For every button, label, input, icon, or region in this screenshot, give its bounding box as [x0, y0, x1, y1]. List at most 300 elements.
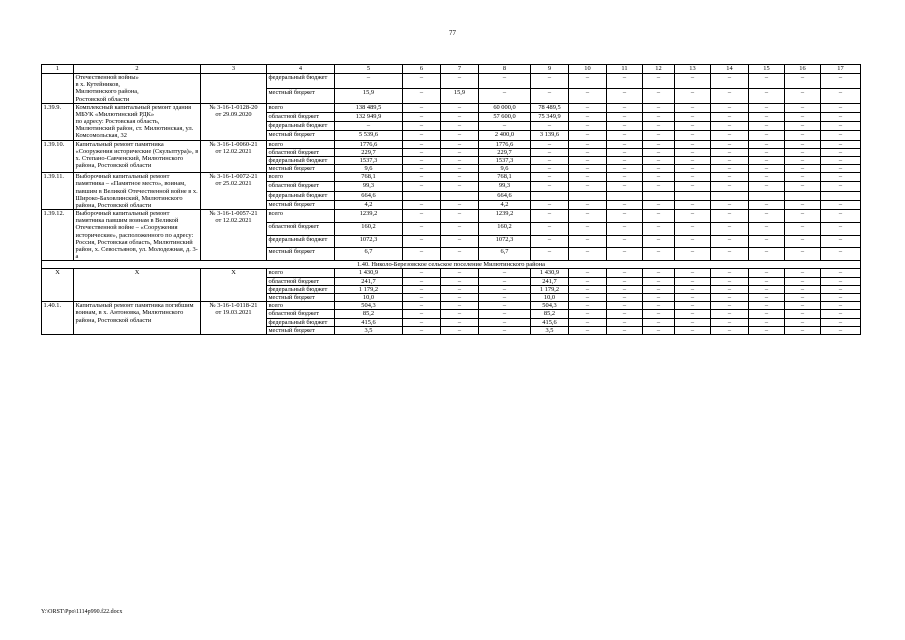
amount-cell: – [749, 103, 785, 112]
amount-cell: – [607, 148, 643, 156]
amount-cell: – [785, 182, 821, 191]
amount-cell: – [711, 310, 749, 318]
amount-cell: – [403, 88, 441, 103]
amount-cell: – [821, 156, 861, 164]
column-header: 3 [201, 65, 267, 74]
amount-cell: – [569, 74, 607, 89]
amount-cell: 99,3 [335, 182, 403, 191]
amount-cell: – [675, 222, 711, 235]
amount-cell: – [675, 74, 711, 89]
amount-cell: – [643, 235, 675, 248]
amount-cell: 1537,3 [335, 156, 403, 164]
amount-cell: – [711, 248, 749, 261]
amount-cell: – [821, 200, 861, 209]
amount-cell: – [569, 165, 607, 173]
amount-cell: 3,5 [335, 326, 403, 334]
amount-cell: – [569, 200, 607, 209]
amount-cell: – [711, 140, 749, 148]
amount-cell: – [675, 200, 711, 209]
amount-cell: – [403, 140, 441, 148]
amount-cell: 9,6 [335, 165, 403, 173]
amount-cell: 2 400,0 [479, 131, 531, 140]
table-row [42, 302, 861, 310]
amount-cell: 1072,3 [479, 235, 531, 248]
amount-cell: – [749, 156, 785, 164]
amount-cell: – [785, 222, 821, 235]
amount-cell: – [403, 210, 441, 223]
amount-cell: – [569, 302, 607, 310]
funding-source: местный бюджет [267, 131, 335, 140]
amount-cell: – [821, 148, 861, 156]
amount-cell: – [531, 122, 569, 131]
amount-cell: 6,7 [335, 248, 403, 261]
amount-cell: – [711, 165, 749, 173]
amount-cell: – [403, 248, 441, 261]
amount-cell: – [785, 269, 821, 277]
amount-cell: – [675, 277, 711, 285]
amount-cell: 60 000,0 [479, 103, 531, 112]
amount-cell: – [821, 122, 861, 131]
page-number: 77 [449, 29, 456, 37]
amount-cell: – [749, 173, 785, 182]
funding-source: всего [267, 140, 335, 148]
amount-cell: – [643, 285, 675, 293]
amount-cell: – [607, 165, 643, 173]
amount-cell: – [569, 156, 607, 164]
item-number: 1.39.9. [42, 103, 74, 140]
amount-cell: – [675, 88, 711, 103]
amount-cell: – [821, 165, 861, 173]
funding-source: федеральный бюджет [267, 318, 335, 326]
amount-cell: – [821, 88, 861, 103]
column-header: 14 [711, 65, 749, 74]
item-name: Комплексный капитальный ремонт здания МБУК «Милютинский РДК» по адресу: Ростовская область, Милютинский район, ст. Милютинская, ул. Комсомольская, 32 [74, 103, 201, 140]
amount-cell: – [749, 200, 785, 209]
column-header: 2 [74, 65, 201, 74]
column-header: 15 [749, 65, 785, 74]
amount-cell: – [479, 277, 531, 285]
amount-cell: – [441, 222, 479, 235]
funding-source: всего [267, 269, 335, 277]
amount-cell: – [749, 165, 785, 173]
amount-cell: – [785, 74, 821, 89]
amount-cell: – [531, 88, 569, 103]
amount-cell: – [785, 200, 821, 209]
amount-cell: – [749, 235, 785, 248]
amount-cell: – [531, 210, 569, 223]
amount-cell: – [441, 269, 479, 277]
column-header: 9 [531, 65, 569, 74]
table-row [42, 140, 861, 148]
amount-cell: 9,6 [479, 165, 531, 173]
budget-table [41, 64, 861, 335]
amount-cell: – [711, 122, 749, 131]
amount-cell: 85,2 [531, 310, 569, 318]
amount-cell: – [711, 277, 749, 285]
amount-cell: 4,2 [335, 200, 403, 209]
amount-cell: – [441, 200, 479, 209]
amount-cell: – [569, 285, 607, 293]
amount-cell: – [749, 302, 785, 310]
amount-cell [749, 191, 785, 200]
column-header: 16 [785, 65, 821, 74]
amount-cell: – [785, 103, 821, 112]
amount-cell: – [711, 173, 749, 182]
amount-cell [441, 191, 479, 200]
amount-cell: – [749, 182, 785, 191]
amount-cell [821, 191, 861, 200]
amount-cell: – [441, 310, 479, 318]
amount-cell: 3 139,6 [531, 131, 569, 140]
column-header: 17 [821, 65, 861, 74]
funding-source: местный бюджет [267, 88, 335, 103]
amount-cell: – [569, 293, 607, 301]
amount-cell: 1239,2 [335, 210, 403, 223]
amount-cell: 4,2 [479, 200, 531, 209]
amount-cell: – [441, 302, 479, 310]
amount-cell: – [821, 310, 861, 318]
amount-cell: – [607, 74, 643, 89]
amount-cell: – [403, 200, 441, 209]
amount-cell: 1776,6 [335, 140, 403, 148]
amount-cell: – [569, 182, 607, 191]
column-header: 6 [403, 65, 441, 74]
amount-cell: – [531, 173, 569, 182]
amount-cell: 1776,6 [479, 140, 531, 148]
amount-cell: – [479, 285, 531, 293]
document-ref: № 3-16-1-0057-21 от 12.02.2021 [201, 210, 267, 261]
amount-cell: – [675, 310, 711, 318]
item-name: Капитальный ремонт памятника погибшим воинам, в х. Антоновка, Милютинского района, Ростовской области [74, 302, 201, 335]
amount-cell: – [441, 103, 479, 112]
amount-cell: – [675, 140, 711, 148]
amount-cell: 664,6 [479, 191, 531, 200]
amount-cell: – [711, 235, 749, 248]
amount-cell: – [821, 293, 861, 301]
amount-cell: – [821, 131, 861, 140]
amount-cell: – [569, 140, 607, 148]
amount-cell: – [607, 326, 643, 334]
amount-cell: – [607, 210, 643, 223]
amount-cell: – [403, 269, 441, 277]
amount-cell: – [643, 156, 675, 164]
amount-cell: – [569, 173, 607, 182]
item-number: 1.39.11. [42, 173, 74, 210]
amount-cell: – [785, 156, 821, 164]
amount-cell: – [607, 173, 643, 182]
amount-cell: – [821, 302, 861, 310]
amount-cell: – [643, 310, 675, 318]
amount-cell: 1239,2 [479, 210, 531, 223]
amount-cell: – [821, 269, 861, 277]
column-header: 13 [675, 65, 711, 74]
amount-cell: – [643, 222, 675, 235]
amount-cell: – [821, 182, 861, 191]
amount-cell: – [675, 285, 711, 293]
amount-cell: – [785, 140, 821, 148]
amount-cell: – [711, 88, 749, 103]
amount-cell: – [531, 222, 569, 235]
amount-cell: – [403, 235, 441, 248]
amount-cell: 241,7 [335, 277, 403, 285]
amount-cell: – [569, 122, 607, 131]
amount-cell: – [643, 165, 675, 173]
amount-cell [711, 191, 749, 200]
amount-cell [675, 191, 711, 200]
column-header: 1 [42, 65, 74, 74]
amount-cell: – [785, 302, 821, 310]
amount-cell [785, 191, 821, 200]
amount-cell: – [531, 248, 569, 261]
table-row [42, 210, 861, 223]
amount-cell: – [607, 88, 643, 103]
amount-cell: 160,2 [479, 222, 531, 235]
amount-cell: – [479, 88, 531, 103]
amount-cell: – [785, 318, 821, 326]
amount-cell: – [531, 235, 569, 248]
amount-cell: – [711, 269, 749, 277]
amount-cell: 57 600,0 [479, 112, 531, 121]
amount-cell: – [643, 269, 675, 277]
amount-cell: – [569, 210, 607, 223]
amount-cell: – [643, 131, 675, 140]
amount-cell: – [479, 74, 531, 89]
amount-cell: – [675, 112, 711, 121]
document-ref: № 3-16-1-0118-21 от 19.03.2021 [201, 302, 267, 335]
amount-cell: – [607, 182, 643, 191]
amount-cell: – [403, 131, 441, 140]
amount-cell: – [821, 277, 861, 285]
amount-cell: – [749, 148, 785, 156]
amount-cell: – [607, 140, 643, 148]
amount-cell: – [403, 148, 441, 156]
column-header: 8 [479, 65, 531, 74]
amount-cell: – [403, 318, 441, 326]
amount-cell: – [643, 277, 675, 285]
amount-cell: – [479, 293, 531, 301]
amount-cell: – [607, 302, 643, 310]
funding-source: областной бюджет [267, 277, 335, 285]
amount-cell: – [675, 210, 711, 223]
amount-cell: – [607, 200, 643, 209]
amount-cell: – [479, 302, 531, 310]
amount-cell: 6,7 [479, 248, 531, 261]
amount-cell: 99,3 [479, 182, 531, 191]
amount-cell: – [643, 88, 675, 103]
amount-cell: – [607, 122, 643, 131]
funding-source: местный бюджет [267, 293, 335, 301]
amount-cell: – [785, 88, 821, 103]
amount-cell: – [749, 210, 785, 223]
column-header: 11 [607, 65, 643, 74]
amount-cell: – [441, 248, 479, 261]
amount-cell: – [821, 318, 861, 326]
amount-cell: – [785, 165, 821, 173]
amount-cell: – [711, 112, 749, 121]
amount-cell: – [785, 131, 821, 140]
amount-cell: – [749, 112, 785, 121]
amount-cell: 160,2 [335, 222, 403, 235]
amount-cell: – [403, 310, 441, 318]
amount-cell: 1 430,9 [335, 269, 403, 277]
document-ref: № 3-16-1-0060-21 от 12.02.2021 [201, 140, 267, 173]
amount-cell: 504,3 [531, 302, 569, 310]
amount-cell: 664,6 [335, 191, 403, 200]
amount-cell [643, 191, 675, 200]
amount-cell: – [441, 182, 479, 191]
amount-cell: – [785, 148, 821, 156]
item-number: 1.40.1. [42, 302, 74, 335]
amount-cell: – [749, 88, 785, 103]
amount-cell: – [403, 122, 441, 131]
item-number: 1.39.12. [42, 210, 74, 261]
document-ref [201, 74, 267, 104]
document-ref: Х [201, 269, 267, 302]
amount-cell: – [531, 156, 569, 164]
amount-cell: – [821, 235, 861, 248]
amount-cell: – [569, 131, 607, 140]
amount-cell: – [607, 222, 643, 235]
amount-cell: 10,0 [335, 293, 403, 301]
amount-cell: – [675, 318, 711, 326]
column-number-row [42, 65, 861, 74]
amount-cell: – [711, 293, 749, 301]
amount-cell: – [569, 310, 607, 318]
amount-cell: – [607, 293, 643, 301]
amount-cell: – [441, 156, 479, 164]
amount-cell: – [531, 148, 569, 156]
amount-cell: – [531, 140, 569, 148]
amount-cell: – [569, 269, 607, 277]
amount-cell: 504,3 [335, 302, 403, 310]
amount-cell: – [821, 210, 861, 223]
amount-cell: – [785, 122, 821, 131]
amount-cell: – [531, 182, 569, 191]
amount-cell: – [607, 285, 643, 293]
amount-cell: – [785, 173, 821, 182]
amount-cell [531, 191, 569, 200]
amount-cell: – [403, 277, 441, 285]
amount-cell: – [675, 248, 711, 261]
amount-cell: – [441, 293, 479, 301]
column-header: 7 [441, 65, 479, 74]
amount-cell: – [607, 103, 643, 112]
amount-cell: – [403, 112, 441, 121]
amount-cell: – [403, 156, 441, 164]
amount-cell: – [479, 318, 531, 326]
amount-cell: 1 430,9 [531, 269, 569, 277]
item-number: Х [42, 269, 74, 302]
amount-cell: 1 179,2 [335, 285, 403, 293]
amount-cell: – [569, 248, 607, 261]
amount-cell: – [403, 103, 441, 112]
funding-source: федеральный бюджет [267, 74, 335, 89]
amount-cell: – [441, 74, 479, 89]
amount-cell: 768,1 [479, 173, 531, 182]
amount-cell: – [441, 173, 479, 182]
amount-cell: 1537,3 [479, 156, 531, 164]
amount-cell: 132 949,9 [335, 112, 403, 121]
amount-cell: – [711, 318, 749, 326]
amount-cell: – [569, 326, 607, 334]
funding-source: федеральный бюджет [267, 156, 335, 164]
amount-cell: – [479, 326, 531, 334]
amount-cell: – [821, 112, 861, 121]
amount-cell: 15,9 [335, 88, 403, 103]
amount-cell: – [643, 122, 675, 131]
amount-cell: – [643, 318, 675, 326]
amount-cell: – [675, 165, 711, 173]
amount-cell: 138 489,5 [335, 103, 403, 112]
amount-cell: – [785, 285, 821, 293]
amount-cell: – [821, 248, 861, 261]
amount-cell: – [441, 326, 479, 334]
amount-cell: – [441, 235, 479, 248]
amount-cell: 1072,3 [335, 235, 403, 248]
funding-source: местный бюджет [267, 200, 335, 209]
funding-source: местный бюджет [267, 165, 335, 173]
amount-cell: – [749, 293, 785, 301]
amount-cell: – [821, 326, 861, 334]
amount-cell: – [675, 103, 711, 112]
amount-cell: – [607, 112, 643, 121]
amount-cell: – [643, 326, 675, 334]
amount-cell: 415,6 [531, 318, 569, 326]
amount-cell: – [643, 140, 675, 148]
amount-cell: – [441, 131, 479, 140]
amount-cell: 15,9 [441, 88, 479, 103]
amount-cell: – [569, 222, 607, 235]
amount-cell: – [607, 248, 643, 261]
amount-cell: – [569, 112, 607, 121]
funding-source: всего [267, 173, 335, 182]
amount-cell: – [711, 131, 749, 140]
table-row [42, 269, 861, 277]
item-name: Выборочный капитальный ремонт памятника – «Памятное место», воинам, павшим в Великой Отечественной войне в х. Широко-Баховлинский, Милютинского района, Ростовской области [74, 173, 201, 210]
amount-cell: 75 349,9 [531, 112, 569, 121]
amount-cell: 415,6 [335, 318, 403, 326]
amount-cell: – [675, 148, 711, 156]
amount-cell: – [569, 103, 607, 112]
item-number: 1.39.10. [42, 140, 74, 173]
amount-cell: – [785, 277, 821, 285]
amount-cell: – [569, 235, 607, 248]
amount-cell: – [403, 165, 441, 173]
amount-cell: – [531, 200, 569, 209]
funding-source: федеральный бюджет [267, 191, 335, 200]
amount-cell: – [403, 293, 441, 301]
amount-cell: – [711, 222, 749, 235]
amount-cell: – [441, 165, 479, 173]
amount-cell: – [479, 310, 531, 318]
amount-cell: – [569, 148, 607, 156]
amount-cell: – [403, 285, 441, 293]
amount-cell: – [569, 88, 607, 103]
amount-cell: – [749, 318, 785, 326]
table-row [42, 173, 861, 182]
funding-source: местный бюджет [267, 248, 335, 261]
amount-cell: – [643, 293, 675, 301]
amount-cell: – [711, 285, 749, 293]
amount-cell: 10,0 [531, 293, 569, 301]
amount-cell: – [643, 248, 675, 261]
section-row [42, 261, 861, 269]
amount-cell: – [711, 210, 749, 223]
amount-cell: – [749, 277, 785, 285]
amount-cell: – [607, 235, 643, 248]
funding-source: федеральный бюджет [267, 285, 335, 293]
amount-cell: – [643, 74, 675, 89]
